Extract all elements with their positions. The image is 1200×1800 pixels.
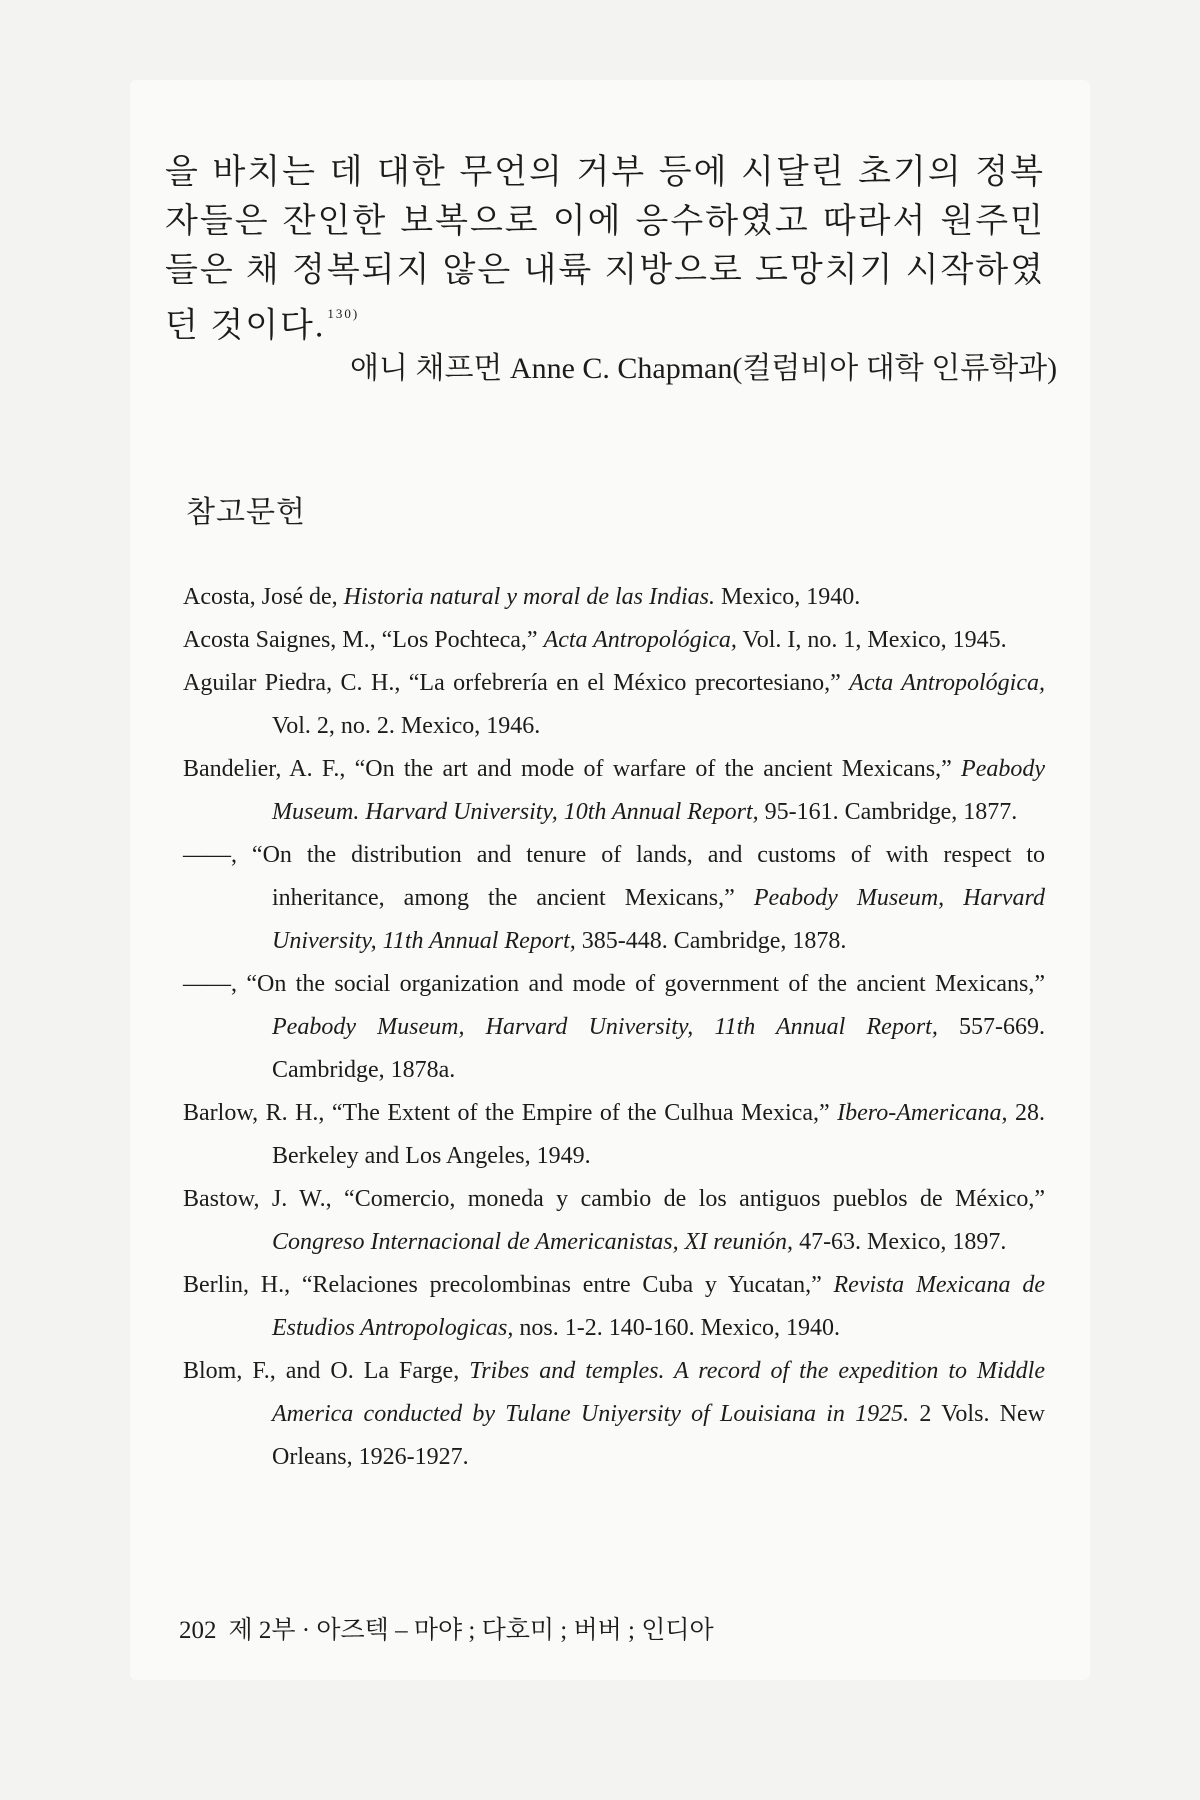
reference-entry	[183, 576, 1045, 619]
reference-entry	[183, 1350, 1045, 1479]
reference-tail: Mexico, 1940.	[714, 584, 861, 610]
reference-tail: 385-448. Cambridge, 1878.	[575, 928, 847, 954]
reference-title: Congreso Internacional de Americanistas, XI reunión,	[272, 1229, 794, 1255]
reference-lead: Acosta, José de,	[183, 584, 344, 610]
reference-entry	[183, 1092, 1045, 1178]
author-line: 애니 채프먼 Anne C. Chapman(컬럼비아 대학 인류학과)	[350, 352, 1058, 385]
footnote-marker: 130)	[327, 306, 360, 321]
reference-title: Revista Mexicana de Estudios Antropologicas,	[272, 1272, 1045, 1341]
reference-tail: Vol. 2, no. 2. Mexico, 1946.	[272, 713, 541, 739]
reference-list	[183, 576, 1045, 1479]
page-footer	[179, 1610, 726, 1646]
reference-entry	[183, 963, 1045, 1092]
reference-title: Peabody Museum, Harvard University, 11th Annual Report,	[272, 885, 1045, 954]
body-paragraph	[165, 148, 1045, 350]
reference-tail: Vol. I, no. 1, Mexico, 1945.	[736, 627, 1007, 653]
reference-lead: Barlow, R. H., “The Extent of the Empire of the Culhua Mexica,”	[183, 1100, 838, 1126]
reference-title: Peabody Museum. Harvard University, 10th Annual Report,	[272, 756, 1045, 825]
running-head: 제 2부 · 아즈텍 – 마야 ; 다호미 ; 버버 ; 인디아	[228, 1617, 714, 1644]
reference-tail: 28. Berkeley and Los Angeles, 1949.	[272, 1100, 1046, 1169]
reference-tail: 557-669. Cambridge, 1878a.	[272, 1014, 1045, 1083]
reference-lead: Acosta Saignes, M., “Los Pochteca,”	[183, 627, 544, 653]
paragraph-text: 을 바치는 데 대한 무언의 거부 등에 시달린 초기의 정복자들은 잔인한 보복으로 이에 응수하였고 따라서 원주민들은 채 정복되지 않은 내륙 지방으로 도망치기 시작하였던 것이다.	[165, 154, 1045, 345]
reference-lead: ——, “On the social organization and mode of government of the ancient Mexicans,”	[183, 971, 1045, 997]
reference-title: Acta Antropológica,	[543, 627, 737, 653]
section-title: 참고문헌	[186, 496, 306, 529]
reference-entry	[183, 1264, 1045, 1350]
reference-tail: 47-63. Mexico, 1897.	[793, 1229, 1007, 1255]
reference-title: Historia natural y moral de las Indias.	[343, 584, 715, 610]
reference-lead: Bandelier, A. F., “On the art and mode of warfare of the ancient Mexicans,”	[183, 756, 962, 782]
reference-entry	[183, 834, 1045, 963]
reference-lead: ——, “On the distribution and tenure of lands, and customs of with respect to inheritance, among the ancient Mexicans,”	[183, 842, 1045, 911]
reference-entry	[183, 1178, 1045, 1264]
reference-title: Acta Antropológica,	[849, 670, 1045, 696]
reference-lead: Blom, F., and O. La Farge,	[183, 1358, 470, 1384]
reference-tail: 2 Vols. New Orleans, 1926-1927.	[272, 1401, 1045, 1470]
reference-tail: 95-161. Cambridge, 1877.	[758, 799, 1018, 825]
reference-lead: Berlin, H., “Relaciones precolombinas entre Cuba y Yucatan,”	[183, 1272, 834, 1298]
reference-entry	[183, 662, 1045, 748]
page-number: 202	[179, 1617, 217, 1644]
reference-entry	[183, 748, 1045, 834]
reference-lead: Aguilar Piedra, C. H., “La orfebrería en el México precortesiano,”	[183, 670, 850, 696]
reference-entry	[183, 619, 1045, 662]
reference-title: Tribes and temples. A record of the expedition to Middle America conducted by Tulane Uniyersity of Louisiana in 1925.	[272, 1358, 1046, 1427]
reference-title: Peabody Museum, Harvard University, 11th Annual Report,	[272, 1014, 938, 1040]
reference-title: Ibero-Americana,	[837, 1100, 1008, 1126]
reference-lead: Bastow, J. W., “Comercio, moneda y cambio de los antiguos pueblos de México,”	[183, 1186, 1045, 1212]
reference-tail: nos. 1-2. 140-160. Mexico, 1940.	[513, 1315, 840, 1341]
